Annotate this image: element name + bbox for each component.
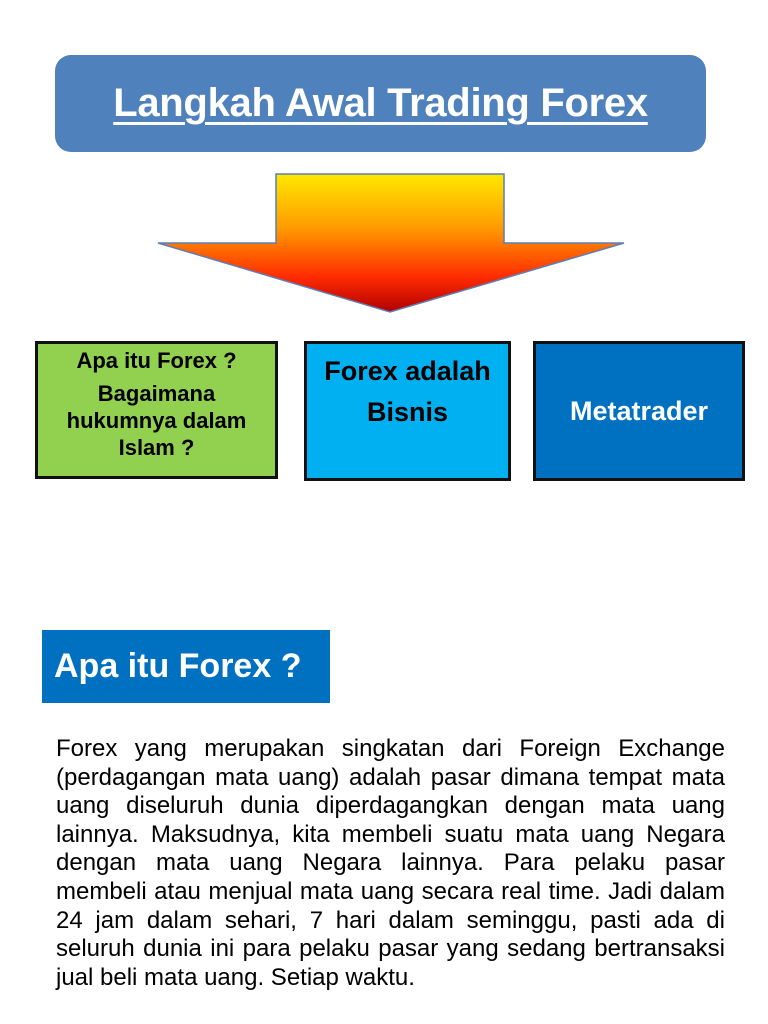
topic-question-forex: Apa itu Forex ?: [76, 348, 237, 373]
topic-metatrader-label: Metatrader: [569, 395, 709, 426]
page-title: Langkah Awal Trading Forex: [113, 81, 648, 125]
section-heading-box: [42, 630, 330, 703]
section-heading: Apa itu Forex ?: [54, 647, 302, 685]
paragraph-forex-definition: Forex yang merupakan singkatan dari Foreign Exchange (perdagangan mata uang) adalah pasar dimana tempat mata uang diseluruh dunia diperdagangkan dengan mata uang lainnya. Maksudnya, kita membeli suatu mata uang Negara dengan mata uang Negara lainnya. Para pelaku pasar membeli atau menjual mata uang secara real time. Jadi dalam 24 jam dalam sehari, 7 hari dalam seminggu, pasti ada di seluruh dunia ini para pelaku pasar yang sedang bertransaksi jual beli mata uang. Setiap waktu.: [56, 735, 725, 991]
section-body: [56, 735, 725, 992]
down-arrow-icon: [0, 0, 768, 330]
topic-box-forex-islam: [35, 341, 278, 479]
topic-bisnis-label: Forex adalah Bisnis: [324, 356, 491, 427]
topic-box-bisnis: [304, 341, 511, 481]
topic-question-islam: Bagaimana hukumnya dalam Islam ?: [66, 381, 247, 460]
topic-box-metatrader: [533, 341, 745, 481]
